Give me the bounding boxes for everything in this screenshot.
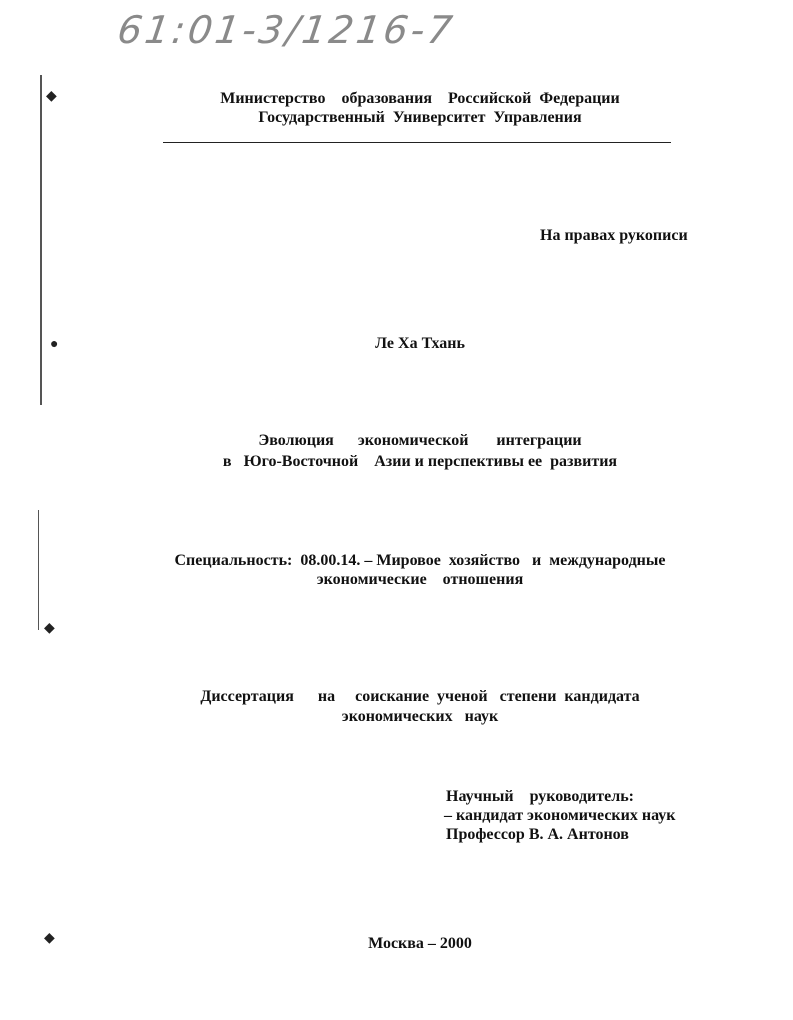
supervisor-label: Научный руководитель: — [446, 788, 634, 805]
binding-line — [38, 510, 39, 630]
title-line-1: Эволюция экономической интеграции — [258, 432, 582, 449]
city-year: Москва – 2000 — [368, 935, 472, 952]
ministry-line: Министерство образования Российской Федерации — [220, 90, 620, 107]
header-rule — [163, 142, 671, 143]
title-line-2: в Юго-Восточной Азии и перспективы ее развития — [222, 453, 618, 470]
binding-mark-icon: ● — [50, 337, 59, 352]
specialty-line-1: Специальность: 08.00.14. – Мировое хозяйство и международные — [174, 552, 666, 569]
archive-number-handwritten: 61:01-3/1216-7 — [114, 8, 458, 52]
binding-mark-icon: ◆ — [44, 931, 55, 946]
binding-mark-icon: ◆ — [44, 621, 55, 636]
university-line: Государственный Университет Управления — [258, 109, 582, 126]
specialty-line-2: экономические отношения — [316, 571, 524, 588]
dissertation-line-2: экономических наук — [341, 708, 499, 725]
rights-notice: На правах рукописи — [540, 227, 688, 244]
binding-mark-icon: ◆ — [46, 89, 57, 104]
author-name: Ле Ха Тхань — [375, 335, 465, 352]
supervisor-name: Профессор В. А. Антонов — [446, 826, 629, 843]
supervisor-degree: – кандидат экономических наук — [444, 807, 676, 824]
binding-line — [40, 75, 42, 405]
dissertation-line-1: Диссертация на соискание ученой степени кандидата — [200, 688, 640, 705]
